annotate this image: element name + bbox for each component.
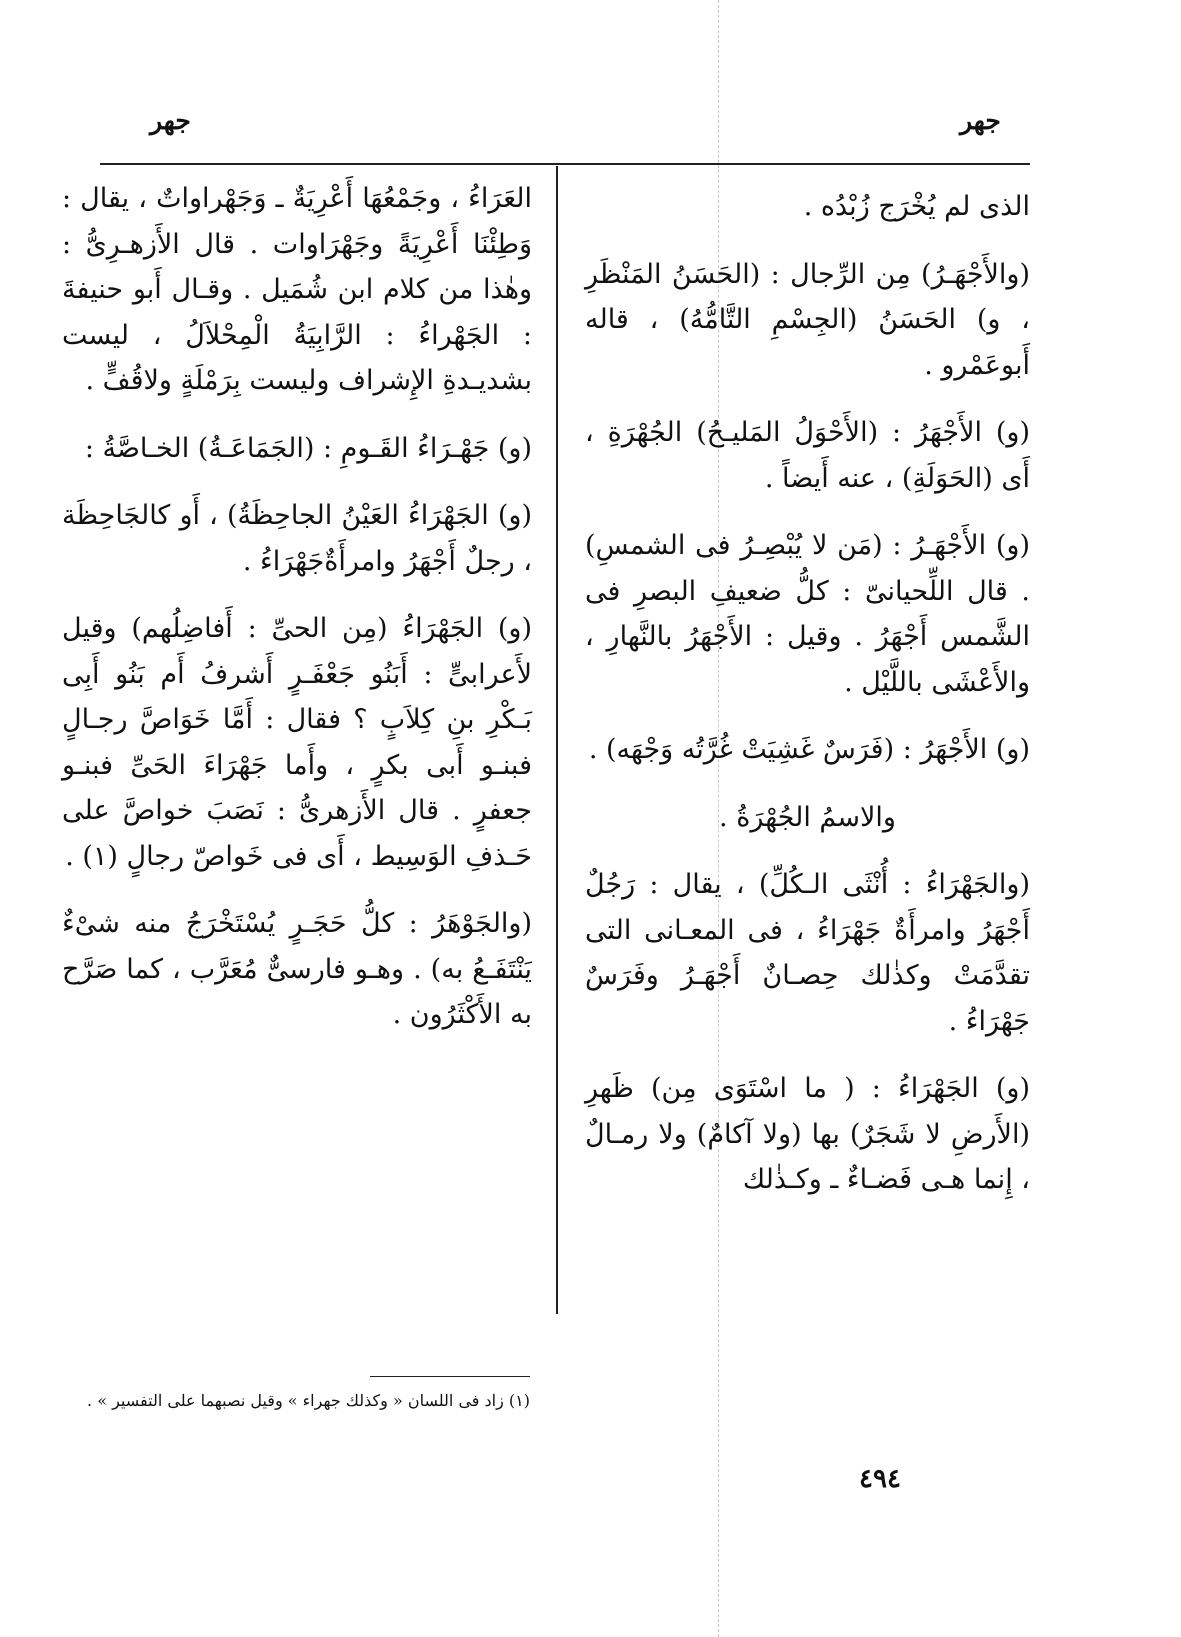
header-rule: [100, 163, 1030, 165]
entry-paragraph: (و) الأَجْهَرُ : (الأَحْوَلُ المَليـحُ) الجُهْرَةِ ، أَى (الحَوَلَةِ) ، عنه أَيضاً .: [585, 417, 1030, 494]
entry-paragraph: (و) الجَهْرَاءُ (مِن الحىِّ : أَفاضِلُهم) وقيل لأَعرابىٍّ : أَبَنُو جَعْفَـرٍ أَشرفُ أَم بَنُو أَبِى بَـكْرِ بنِ كِلاَبٍ ؟ فقال : أَمَّا خَوَاصَّ رجـالٍ فبنـو أَبى بكرٍ ، وأَما جَهْرَاءَ الحَىِّ فبنـو جعفرٍ . قال الأَزهرىُّ : نَصَبَ خواصَّ على حَـذفِ الوَسِيط ، أَى فى خَواصّ رجالٍ (١) .: [62, 613, 532, 872]
entry-paragraph: (والأَجْهَـرُ) مِن الرِّجال : (الحَسَنُ المَنْظَرِ ، و) الحَسَنُ (الجِسْمِ التَّامُّهُ) ، قاله أَبوعَمْرو .: [585, 258, 1030, 381]
footnote: (١) زاد فى اللسان « وكذلك جهراء » وقيل نصبهما على التفسير » .: [87, 1391, 530, 1410]
entry-paragraph: (و) الجَهْرَاءُ العَيْنُ الجاحِظَةُ) ، أَو كالجَاحِظَة ، رجلٌ أَجْهَرُ وامرأَةٌجَهْرَاءُ .: [62, 500, 532, 577]
entry-paragraph: (والجَهْرَاءُ : أُنْثَى الـكُلِّ) ، يقال : رَجُلٌ أَجْهَرُ وامرأَةٌ جَهْرَاءُ ، فى المعـانى التى تقدَّمَتْ وكذٰلك حِصـانٌ أَجْهَـرُ وفَرَسٌ جَهْرَاءُ .: [585, 869, 1030, 1037]
entry-paragraph: (و) جَهْـرَاءُ القَـومِ : (الجَمَاعَـةُ) الخـاصَّةُ :: [84, 432, 532, 464]
entry-paragraph: والاسمُ الجُهْرَةُ .: [719, 801, 896, 833]
running-head-left: جهر: [150, 106, 191, 135]
entry-paragraph: (و) الأَجْهَرُ : (فَرَسٌ غَشِيَتْ غُرَّتُه وَجْهَه) .: [588, 734, 1030, 765]
entry-paragraph: (والجَوْهَرُ : كلُّ حَجَـرٍ يُسْتَخْرَجُ منه شىْءٌ يَنْتَفَـعُ به) . وهـو فارسىٌّ مُعَرَّب ، كما صَرَّح به الأَكْثَرُون .: [62, 908, 532, 1030]
right-column: [585, 184, 1030, 1225]
footnote-rule: [370, 1376, 530, 1377]
running-head-right: جهر: [960, 106, 1001, 135]
left-column: [62, 176, 532, 1060]
column-divider: [556, 166, 558, 1314]
entry-paragraph: العَرَاءُ ، وجَمْعُهَا أَعْرِيَةٌ ـ وَجَهْراواتٌ ، يقال : وَطِئْنَا أَعْرِيَةً وجَهْرَاوات . قال الأَزهـرِىُّ : وهٰذا من كلام ابن شُمَيل . وقـال أَبو حنيفةَ : الجَهْراءُ : الرَّابِيَةُ الْمِحْلاَلُ ، ليست بشديـدةِ الإِشراف وليست بِرَمْلَةٍ ولاقُفٍّ .: [62, 183, 532, 396]
page-number: ٤٩٤: [859, 1464, 901, 1494]
entry-paragraph: (و) الأَجْهَـرُ : (مَن لا يُبْصِـرُ فى الشمسِ) . قال اللِّحيانىّ : كلُّ ضعيفِ البصرِ فى الشَّمس أَجْهَرُ . وقيل : الأَجْهَرُ بالنَّهارِ ، والأَعْشَى باللَّيْل .: [585, 530, 1030, 698]
entry-paragraph: الذى لم يُخْرَج زُبْدُه .: [803, 191, 1030, 222]
entry-paragraph: (و) الجَهْرَاءُ : ( ما اسْتَوَى مِن) ظَهرِ (الأَرضِ لا شَجَرٌ) بها (ولا آكامٌ) ولا رمـالٌ ، إِنما هـى فَضـاءٌ ـ وكـذٰلك: [585, 1073, 1030, 1195]
